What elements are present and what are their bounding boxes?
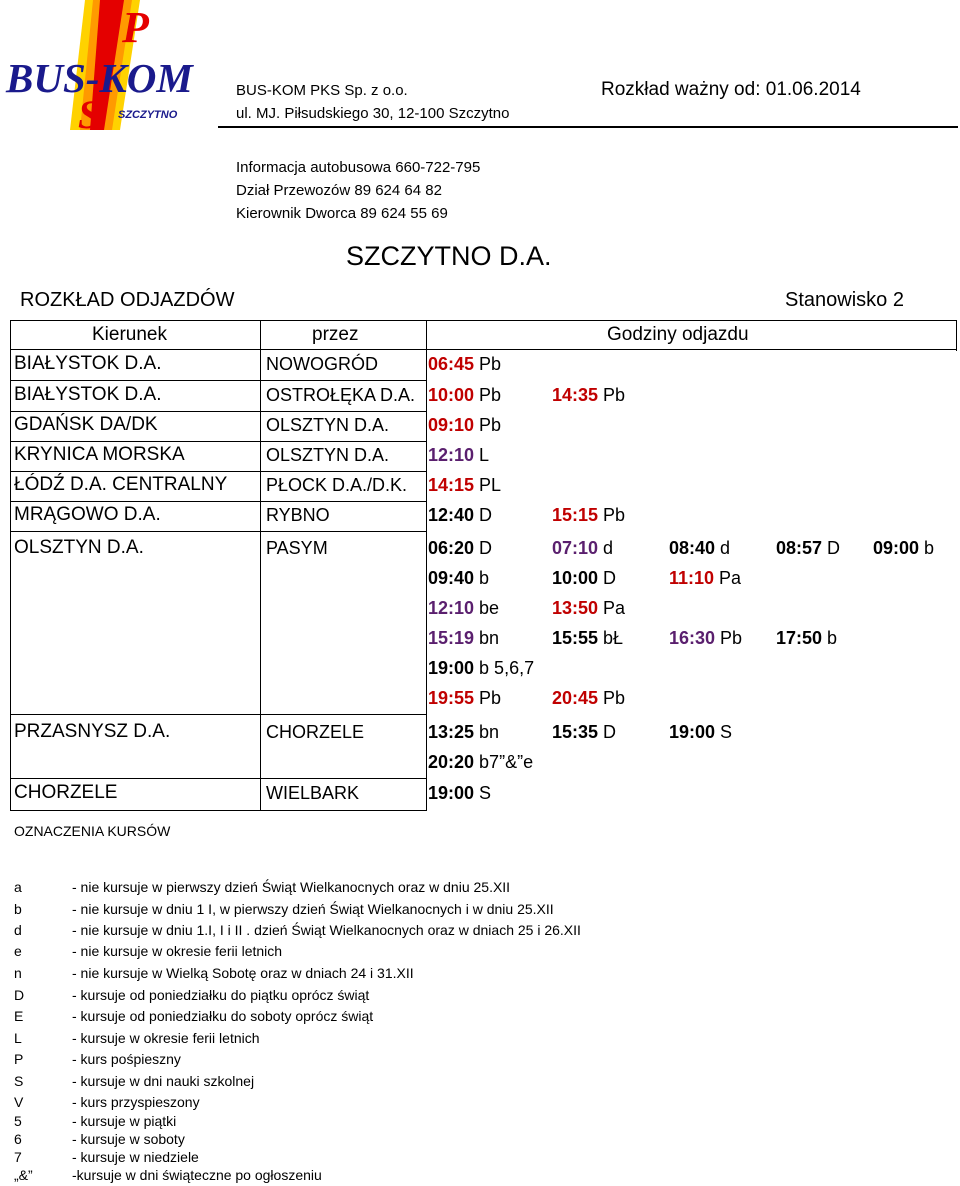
legend-description: -kursuje w dni świąteczne po ogłoszeniu [72, 1167, 322, 1183]
departure-time [428, 598, 499, 620]
departure-time [428, 354, 501, 376]
time-marker: Pb [474, 354, 502, 374]
station-title: SZCZYTNO D.A. [346, 241, 552, 271]
time-value: 11:10 [669, 568, 715, 588]
time-value: 13:50 [552, 598, 599, 618]
departure-time [552, 538, 613, 560]
time-value: 19:00 [428, 783, 475, 803]
row-via: PŁOCK D.A./D.K. [266, 475, 408, 495]
legend-key: b [14, 901, 22, 917]
departure-time [428, 505, 492, 527]
time-value: 09:10 [428, 415, 475, 435]
header-via: przez [312, 324, 359, 345]
departure-time [669, 628, 742, 650]
time-marker: D [474, 505, 493, 525]
schedule-title: ROZKŁAD ODJAZDÓW [20, 289, 235, 311]
time-value: 15:15 [552, 505, 599, 525]
time-value: 20:20 [428, 752, 475, 772]
legend-description: - nie kursuje w okresie ferii letnich [72, 943, 283, 959]
table-left-line [10, 320, 11, 811]
time-marker: b 5,6,7 [474, 658, 535, 678]
legend-key: d [14, 922, 22, 938]
table-right-line-header [956, 320, 957, 351]
row-separator [10, 411, 427, 412]
departure-time [669, 538, 730, 560]
legend-key: 6 [14, 1131, 22, 1147]
row-separator [10, 531, 427, 532]
legend-description: - kurs przyspieszony [72, 1094, 200, 1110]
departure-time [428, 445, 489, 467]
time-value: 12:10 [428, 445, 475, 465]
row-destination: BIAŁYSTOK D.A. [14, 384, 162, 405]
time-value: 12:10 [428, 598, 475, 618]
departure-time [776, 628, 837, 650]
row-via: RYBNO [266, 505, 330, 525]
header-direction: Kierunek [92, 324, 167, 345]
time-marker: L [474, 445, 490, 465]
row-destination: GDAŃSK DA/DK [14, 414, 158, 435]
time-marker: Pa [714, 568, 742, 588]
time-marker: S [474, 783, 492, 803]
time-marker: Pb [474, 688, 502, 708]
time-marker: b7”&”e [474, 752, 534, 772]
departure-time [428, 385, 501, 407]
header-rule [218, 126, 958, 128]
time-marker: b [919, 538, 935, 558]
time-marker: D [598, 568, 617, 588]
time-value: 12:40 [428, 505, 475, 525]
time-value: 08:40 [669, 538, 716, 558]
departure-time [428, 783, 491, 805]
legend-key: a [14, 879, 22, 895]
departure-time [552, 568, 616, 590]
row-separator [10, 380, 427, 381]
table-bottom-line [10, 810, 427, 811]
time-value: 14:35 [552, 385, 599, 405]
row-via: PASYM [266, 538, 328, 558]
legend-key: n [14, 965, 22, 981]
departure-time [669, 722, 732, 744]
legend-key: 7 [14, 1149, 22, 1165]
transport-dept: Dział Przewozów 89 624 64 82 [236, 182, 442, 199]
time-value: 15:35 [552, 722, 599, 742]
time-marker: Pb [474, 415, 502, 435]
row-destination: BIAŁYSTOK D.A. [14, 353, 162, 374]
row-destination: CHORZELE [14, 782, 118, 803]
legend-description: - nie kursuje w Wielką Sobotę oraz w dniach 24 i 31.XII [72, 965, 414, 981]
time-marker: d [598, 538, 614, 558]
time-marker: D [822, 538, 841, 558]
legend-key: V [14, 1094, 24, 1110]
legend-key: 5 [14, 1113, 22, 1129]
table-via-divider [260, 320, 261, 811]
legend-description: - nie kursuje w dniu 1.I, I i II . dzień Świąt Wielkanocnych oraz w dniach 25 i 26.XII [72, 922, 581, 938]
row-separator [10, 714, 427, 715]
legend-key: D [14, 987, 25, 1003]
row-via: OLSZTYN D.A. [266, 445, 390, 465]
departure-time [552, 688, 625, 710]
departure-time [552, 505, 625, 527]
time-marker: b [474, 568, 490, 588]
time-value: 19:00 [428, 658, 475, 678]
legend-key: e [14, 943, 22, 959]
time-marker: D [474, 538, 493, 558]
time-value: 20:45 [552, 688, 599, 708]
svg-text:P: P [122, 3, 149, 52]
departure-time [428, 628, 499, 650]
time-marker: PL [474, 475, 502, 495]
departure-time [428, 658, 534, 680]
legend-description: - kursuje od poniedziałku do soboty oprócz świąt [72, 1008, 374, 1024]
row-via: OLSZTYN D.A. [266, 415, 390, 435]
departure-time [428, 475, 501, 497]
legend-description: - kursuje w dni nauki szkolnej [72, 1073, 255, 1089]
time-value: 10:00 [428, 385, 475, 405]
time-value: 09:40 [428, 568, 475, 588]
legend-description: - nie kursuje w pierwszy dzień Świąt Wielkanocnych oraz w dniu 25.XII [72, 879, 511, 895]
row-separator [10, 778, 427, 779]
time-value: 06:45 [428, 354, 475, 374]
row-via: WIELBARK [266, 783, 360, 803]
time-marker: bn [474, 722, 500, 742]
row-via: OSTROŁĘKA D.A. [266, 385, 416, 405]
row-via: NOWOGRÓD [266, 354, 378, 374]
time-marker: b [822, 628, 838, 648]
time-marker: D [598, 722, 617, 742]
time-value: 10:00 [552, 568, 599, 588]
time-value: 19:00 [669, 722, 716, 742]
logo-town: SZCZYTNO [118, 109, 178, 121]
time-marker: Pb [474, 385, 502, 405]
time-value: 14:15 [428, 475, 475, 495]
row-separator [10, 441, 427, 442]
row-destination: ŁÓDŹ D.A. CENTRALNY [14, 474, 228, 495]
row-separator [10, 501, 427, 502]
row-destination: OLSZTYN D.A. [14, 537, 144, 558]
departure-time [552, 385, 625, 407]
row-destination: KRYNICA MORSKA [14, 444, 185, 465]
info-line: Informacja autobusowa 660-722-795 [236, 159, 481, 176]
legend-description: - kurs pośpieszny [72, 1051, 181, 1067]
logo-wordmark: BUS-KOM [6, 55, 193, 101]
departure-time [552, 722, 616, 744]
legend-key: L [14, 1030, 22, 1046]
time-value: 15:55 [552, 628, 599, 648]
time-value: 15:19 [428, 628, 475, 648]
time-value: 19:55 [428, 688, 475, 708]
company-name: BUS-KOM PKS Sp. z o.o. [236, 82, 408, 99]
time-value: 08:57 [776, 538, 823, 558]
table-times-divider [426, 320, 427, 811]
row-via: CHORZELE [266, 722, 365, 742]
time-marker: d [715, 538, 731, 558]
valid-from: Rozkład ważny od: 01.06.2014 [601, 79, 861, 100]
departure-time [873, 538, 934, 560]
company-address: ul. MJ. Piłsudskiego 30, 12-100 Szczytno [236, 105, 510, 122]
time-value: 09:00 [873, 538, 920, 558]
time-marker: Pb [598, 385, 626, 405]
table-header-line [10, 349, 957, 350]
legend-key: P [14, 1051, 24, 1067]
time-value: 06:20 [428, 538, 475, 558]
time-marker: bŁ [598, 628, 624, 648]
time-marker: Pb [715, 628, 743, 648]
platform: Stanowisko 2 [785, 289, 904, 311]
time-value: 13:25 [428, 722, 475, 742]
departure-time [428, 752, 533, 774]
departure-time [428, 538, 492, 560]
legend-description: - kursuje w soboty [72, 1131, 185, 1147]
time-marker: S [715, 722, 733, 742]
row-destination: PRZASNYSZ D.A. [14, 721, 171, 742]
station-manager: Kierownik Dworca 89 624 55 69 [236, 205, 448, 222]
time-marker: Pb [598, 688, 626, 708]
legend-description: - kursuje w okresie ferii letnich [72, 1030, 260, 1046]
legend-key: E [14, 1008, 24, 1024]
time-value: 16:30 [669, 628, 716, 648]
svg-text:S: S [78, 92, 101, 130]
departure-time [428, 415, 501, 437]
departure-time [428, 568, 489, 590]
departure-time [428, 722, 499, 744]
time-marker: Pb [598, 505, 626, 525]
departure-time [776, 538, 840, 560]
time-marker: bn [474, 628, 500, 648]
legend-description: - kursuje od poniedziałku do piątku oprócz świąt [72, 987, 370, 1003]
bus-kom-logo [0, 0, 215, 130]
table-top-line [10, 320, 957, 321]
legend-description: - kursuje w niedziele [72, 1149, 199, 1165]
legend-title: OZNACZENIA KURSÓW [14, 823, 171, 839]
legend-description: - nie kursuje w dniu 1 I, w pierwszy dzień Świąt Wielkanocnych i w dniu 25.XII [72, 901, 554, 917]
departure-time [669, 568, 741, 590]
departure-time [552, 628, 623, 650]
header-times: Godziny odjazdu [607, 324, 749, 345]
legend-key: S [14, 1073, 24, 1089]
row-separator [10, 471, 427, 472]
legend-description: - kursuje w piątki [72, 1113, 177, 1129]
legend-key: „&” [14, 1167, 33, 1183]
row-destination: MRĄGOWO D.A. [14, 504, 161, 525]
departure-time [552, 598, 625, 620]
time-marker: be [474, 598, 500, 618]
time-marker: Pa [598, 598, 626, 618]
time-value: 07:10 [552, 538, 599, 558]
departure-time [428, 688, 501, 710]
time-value: 17:50 [776, 628, 823, 648]
